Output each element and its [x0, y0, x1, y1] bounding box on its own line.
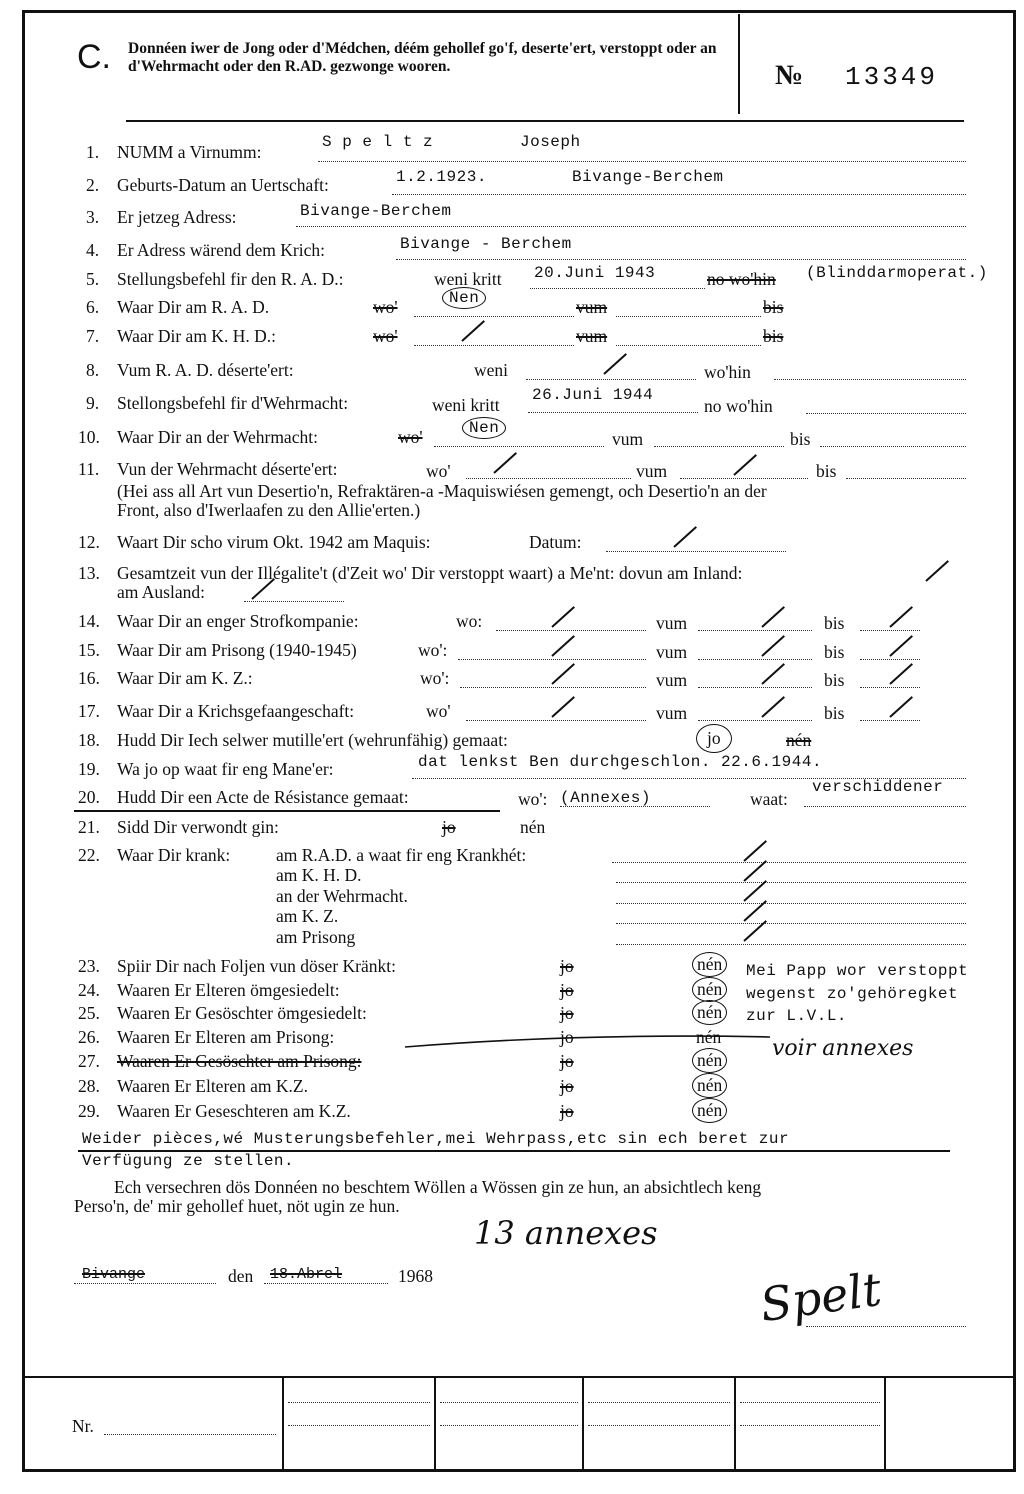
sick-kz-label: am K. Z. — [276, 906, 339, 926]
footer-nr-field — [104, 1434, 276, 1435]
siblings-resettled-nen-circled: nén — [692, 1000, 727, 1025]
wehrmacht-where-label: wo' — [398, 427, 423, 447]
form-section-letter: C. — [77, 38, 111, 76]
row-number: 8. — [86, 360, 100, 380]
pow-to-field — [860, 720, 920, 721]
year-value: 1968 — [398, 1266, 433, 1286]
address-field — [296, 226, 966, 227]
siblings-kz-nen-circled: nén — [692, 1098, 727, 1123]
wehrmacht-desert-where-label: wo' — [426, 461, 451, 481]
pow-where-label: wo' — [426, 701, 451, 721]
wehrmacht-desert-to-label: bis — [816, 461, 837, 481]
pow-to-label: bis — [824, 703, 845, 723]
rad-order-when-label: weni kritt — [434, 269, 502, 289]
annexes-handwritten: 13 annexes — [474, 1214, 658, 1252]
maquis-label: Waart Dir scho virum Okt. 1942 am Maquis: — [117, 532, 431, 552]
rad-desert-where-field — [774, 379, 966, 380]
footer-col-divider — [434, 1376, 436, 1470]
rad-desert-when-label: weni — [474, 360, 509, 380]
voir-annexes-handwritten: voir annexes — [772, 1036, 914, 1061]
sick-kz-field — [616, 923, 966, 924]
sick-khd-label: am K. H. D. — [276, 865, 362, 885]
khd-from-field — [616, 345, 761, 346]
row-number: 11. — [78, 459, 100, 479]
prison-to-field — [860, 659, 920, 660]
address-value: Bivange-Berchem — [300, 202, 452, 220]
wehrmacht-answer-circled: Nen — [462, 417, 506, 439]
row-number: 19. — [78, 759, 100, 779]
wehrmacht-from-field — [654, 446, 784, 447]
pow-from-label: vum — [656, 703, 688, 723]
sick-wehrmacht-label: an der Wehrmacht. — [276, 886, 408, 906]
pow-label: Waar Dir a Krichsgefaangeschaft: — [117, 701, 355, 721]
birth-label: Geburts-Datum an Uertschaft: — [117, 175, 329, 195]
row-number: 2. — [86, 175, 100, 195]
number-symbol: № — [775, 60, 804, 91]
wounded-nen: nén — [520, 817, 546, 837]
resistance-where-label: wo': — [518, 789, 548, 809]
war-address-field — [396, 259, 966, 260]
sick-consequences-jo-struck: jo — [560, 956, 574, 976]
form-title: Donnéen iwer de Jong oder d'Médchen, déém gehollef go'f, deserte'ert, verstoppt oder an d'Wehrmacht oder den R.AD. gezwonge wooren. — [128, 40, 717, 75]
siblings-prison-jo-struck: jo — [560, 1051, 574, 1071]
parents-kz-label: Waaren Er Elteren am K.Z. — [117, 1076, 308, 1096]
footer-col-divider — [884, 1376, 886, 1470]
footer-cell-line — [288, 1402, 430, 1403]
resistance-what-label: waat: — [750, 789, 788, 809]
prison-label: Waar Dir am Prisong (1940-1945) — [117, 640, 357, 660]
mutilation-label: Hudd Dir Iech selwer mutille'ert (wehrunfähig) gemaat: — [117, 730, 508, 750]
row-number: 23. — [78, 956, 100, 976]
footer-cell-line — [588, 1425, 730, 1426]
row-number: 14. — [78, 611, 100, 631]
side-note-line1: Mei Papp wor verstoppt — [746, 962, 969, 980]
maquis-date-label: Datum: — [529, 532, 582, 552]
rad-order-label: Stellungsbefehl fir den R. A. D.: — [117, 269, 344, 289]
place-field — [74, 1283, 216, 1284]
maquis-date-field — [606, 551, 786, 552]
row-number: 20. — [78, 787, 100, 807]
prison-where-label: wo': — [418, 640, 448, 660]
strofkompanie-label: Waar Dir an enger Strofkompanie: — [117, 611, 359, 631]
parents-kz-jo-struck: jo — [560, 1076, 574, 1096]
strofkompanie-where-label: wo: — [456, 611, 483, 631]
name-field — [318, 161, 966, 162]
illegality-abroad-label: am Ausland: — [117, 582, 205, 602]
wehrmacht-order-when-label: weni kritt — [432, 395, 500, 415]
parents-prison-nen: nén — [696, 1027, 722, 1047]
pow-where-field — [466, 720, 646, 721]
siblings-resettled-jo-struck: jo — [560, 1003, 574, 1023]
rad-order-date-value: 20.Juni 1943 — [534, 264, 656, 282]
strofkompanie-where-field — [496, 630, 646, 631]
footer-nr-label: Nr. — [72, 1416, 94, 1436]
parents-prison-label: Waaren Er Elteren am Prisong: — [117, 1027, 335, 1047]
kz-to-label: bis — [824, 670, 845, 690]
row-number: 24. — [78, 980, 100, 1000]
strofkompanie-from-label: vum — [656, 613, 688, 633]
wehrmacht-from-label: vum — [612, 429, 644, 449]
khd-label: Waar Dir am K. H. D.: — [117, 326, 276, 346]
sick-prison-label: am Prisong — [276, 927, 356, 947]
row-number: 29. — [78, 1101, 100, 1121]
footer-col-divider — [582, 1376, 584, 1470]
row-number: 18. — [78, 730, 100, 750]
wehrmacht-order-label: Stellongsbefehl fir d'Wehrmacht: — [117, 393, 349, 413]
wounded-label: Sidd Dir verwondt gin: — [117, 817, 279, 837]
resistance-where-value: (Annexes) — [560, 789, 651, 807]
rad-label: Waar Dir am R. A. D. — [117, 297, 270, 317]
khd-where-label: wo' — [373, 326, 398, 346]
footer-top-rule — [24, 1376, 1014, 1378]
resistance-underline — [74, 810, 500, 812]
sick-rad-field — [612, 862, 966, 863]
kz-to-field — [860, 687, 920, 688]
khd-to-label: bis — [763, 326, 784, 346]
strofkompanie-to-label: bis — [824, 613, 845, 633]
wehrmacht-desert-to-field — [846, 478, 966, 479]
resistance-what-value: verschiddener — [812, 778, 944, 796]
row-number: 12. — [78, 532, 100, 552]
wounded-jo-struck: jo — [442, 817, 456, 837]
den-label: den — [228, 1266, 254, 1286]
desertion-note-line2: Front, also d'Iwerlaafen zu den Allie'erten.) — [117, 500, 421, 520]
parents-kz-nen-circled: nén — [692, 1073, 727, 1098]
rad-answer-circled: Nen — [442, 287, 486, 309]
side-note-line2: wegenst zo'gehöregket — [746, 985, 959, 1003]
row-number: 16. — [78, 668, 100, 688]
note-connector-line — [400, 1025, 780, 1055]
typed-note-line2: Verfügung ze stellen. — [82, 1152, 295, 1170]
row-number: 6. — [86, 297, 100, 317]
sick-consequences-label: Spiir Dir nach Foljen vun döser Kränkt: — [117, 956, 396, 976]
kz-where-field — [460, 687, 646, 688]
sick-rad-label: am R.A.D. a waat fir eng Krankhét: — [276, 845, 527, 865]
rad-where-field — [414, 316, 574, 317]
declaration-line1: Ech versechren dös Donnéen no beschtem Wöllen a Wössen gin ze hun, an absichtlech keng — [114, 1177, 762, 1197]
prison-from-label: vum — [656, 642, 688, 662]
row-number: 21. — [78, 817, 100, 837]
mutilation-how-value: dat lenkst Ben durchgeschlon. 22.6.1944. — [418, 753, 823, 771]
row-number: 9. — [86, 393, 100, 413]
footer-cell-line — [440, 1402, 578, 1403]
footer-cell-line — [288, 1425, 430, 1426]
birth-place-value: Bivange-Berchem — [572, 168, 724, 186]
resistance-what-field — [804, 806, 966, 807]
row-number: 28. — [78, 1076, 100, 1096]
rad-desert-where-label: wo'hin — [704, 362, 751, 382]
date-day-value: 18.Abrel — [270, 1266, 343, 1283]
signature-field — [806, 1326, 966, 1327]
rad-desert-label: Vum R. A. D. déserte'ert: — [117, 360, 294, 380]
row-number: 15. — [78, 640, 100, 660]
row-number: 26. — [78, 1027, 100, 1047]
kz-where-label: wo': — [420, 668, 450, 688]
header-divider — [738, 14, 740, 114]
row-number: 27. — [78, 1051, 100, 1071]
kz-label: Waar Dir am K. Z.: — [117, 668, 253, 688]
sick-consequences-nen-circled: nén — [692, 952, 727, 977]
row-number: 17. — [78, 701, 100, 721]
siblings-kz-jo-struck: jo — [560, 1101, 574, 1121]
side-note-line3: zur L.V.L. — [746, 1007, 848, 1025]
rad-from-label: vum — [576, 297, 608, 317]
surname-value: S p e l t z — [322, 133, 434, 151]
illegality-abroad-field — [244, 601, 344, 602]
resistance-label: Hudd Dir een Acte de Résistance gemaat: — [117, 787, 409, 807]
wehrmacht-desert-label: Vun der Wehrmacht déserte'ert: — [117, 459, 338, 479]
khd-where-field — [414, 345, 574, 346]
desertion-note-line1: (Hei ass all Art vun Desertio'n, Refraktären-a -Maquiswiésen gemengt, och Desertio'n an der — [117, 481, 767, 501]
rad-where-label: wo' — [373, 297, 398, 317]
footer-col-divider — [734, 1376, 736, 1470]
firstname-value: Joseph — [520, 133, 581, 151]
declaration-line2: Perso'n, de' mir gehollef huet, nöt ugin ze hun. — [74, 1196, 400, 1216]
parents-prison-jo: jo — [560, 1027, 574, 1047]
footer-cell-line — [740, 1425, 880, 1426]
strofkompanie-to-field — [860, 630, 920, 631]
wehrmacht-to-field — [820, 446, 966, 447]
typed-note-line1: Weider pièces,wé Musterungsbefehler,mei Wehrpass,etc sin ech beret zur — [82, 1130, 790, 1148]
rad-order-where-label: no wo'hin — [707, 269, 776, 289]
rad-order-date-field — [530, 288, 705, 289]
siblings-prison-nen-circled: nén — [692, 1048, 727, 1073]
wehrmacht-where-field — [434, 446, 604, 447]
parents-resettled-nen-circled: nén — [692, 977, 727, 1002]
footer-cell-line — [740, 1402, 880, 1403]
row-number: 4. — [86, 240, 100, 260]
date-field — [264, 1283, 388, 1284]
wehrmacht-order-date-value: 26.Juni 1944 — [532, 386, 654, 404]
prison-to-label: bis — [824, 642, 845, 662]
wehrmacht-desert-from-field — [680, 478, 808, 479]
sick-label: Waar Dir krank: — [117, 845, 231, 865]
kz-from-label: vum — [656, 670, 688, 690]
header-rule — [126, 120, 964, 122]
prison-from-field — [698, 659, 812, 660]
row-number: 1. — [86, 142, 100, 162]
wehrmacht-label: Waar Dir an der Wehrmacht: — [117, 427, 318, 447]
address-label: Er jetzeg Adress: — [117, 207, 237, 227]
sick-prison-field — [616, 944, 966, 945]
wehrmacht-to-label: bis — [790, 429, 811, 449]
row-number: 7. — [86, 326, 100, 346]
footer-cell-line — [440, 1425, 578, 1426]
wehrmacht-order-where-field — [806, 413, 966, 414]
name-label: NUMM a Virnumm: — [117, 142, 262, 162]
siblings-kz-label: Waaren Er Geseschteren am K.Z. — [117, 1101, 351, 1121]
rad-to-label: bis — [763, 297, 784, 317]
mutilation-jo-circled: jo — [696, 724, 732, 753]
footer-cell-line — [588, 1402, 730, 1403]
parents-resettled-jo-struck: jo — [560, 980, 574, 1000]
rad-order-note: (Blinddarmoperat.) — [806, 264, 988, 282]
sick-wehrmacht-field — [616, 903, 966, 904]
rad-from-field — [616, 316, 761, 317]
signature: Spelt — [756, 1261, 885, 1333]
mutilation-nen-struck: nén — [786, 730, 812, 750]
row-number: 25. — [78, 1003, 100, 1023]
rad-desert-when-field — [526, 379, 696, 380]
sick-khd-field — [616, 882, 966, 883]
illegality-label: Gesamtzeit vun der Illégalite't (d'Zeit wo' Dir verstoppt waart) a Me'nt: dovun am Inland: — [117, 563, 743, 583]
row-number: 13. — [78, 563, 100, 583]
footer-col-divider — [282, 1376, 284, 1470]
strofkompanie-from-field — [698, 630, 812, 631]
wehrmacht-order-date-field — [528, 412, 698, 413]
wehrmacht-desert-from-label: vum — [636, 461, 668, 481]
siblings-resettled-label: Waaren Er Gesöschter ömgesiedelt: — [117, 1003, 367, 1023]
row-number: 22. — [78, 845, 100, 865]
wehrmacht-desert-where-field — [466, 478, 631, 479]
mutilation-how-label: Wa jo op waat fir eng Mane'er: — [117, 759, 334, 779]
row-number: 5. — [86, 269, 100, 289]
place-value: Bivange — [82, 1266, 146, 1283]
khd-from-label: vum — [576, 326, 608, 346]
wehrmacht-order-where-label: no wo'hin — [704, 396, 773, 416]
form-number: 13349 — [845, 62, 939, 92]
war-address-label: Er Adress wärend dem Krich: — [117, 240, 325, 260]
war-address-value: Bivange - Berchem — [400, 235, 572, 253]
pow-from-field — [698, 720, 812, 721]
row-number: 10. — [78, 427, 100, 447]
birth-date-value: 1.2.1923. — [396, 168, 487, 186]
row-number: 3. — [86, 207, 100, 227]
siblings-prison-label-struck: Waaren Er Gesöschter am Prisong: — [117, 1051, 362, 1071]
birth-field — [392, 194, 966, 195]
prison-where-field — [458, 659, 646, 660]
kz-from-field — [698, 687, 812, 688]
parents-resettled-label: Waaren Er Elteren ömgesiedelt: — [117, 980, 340, 1000]
